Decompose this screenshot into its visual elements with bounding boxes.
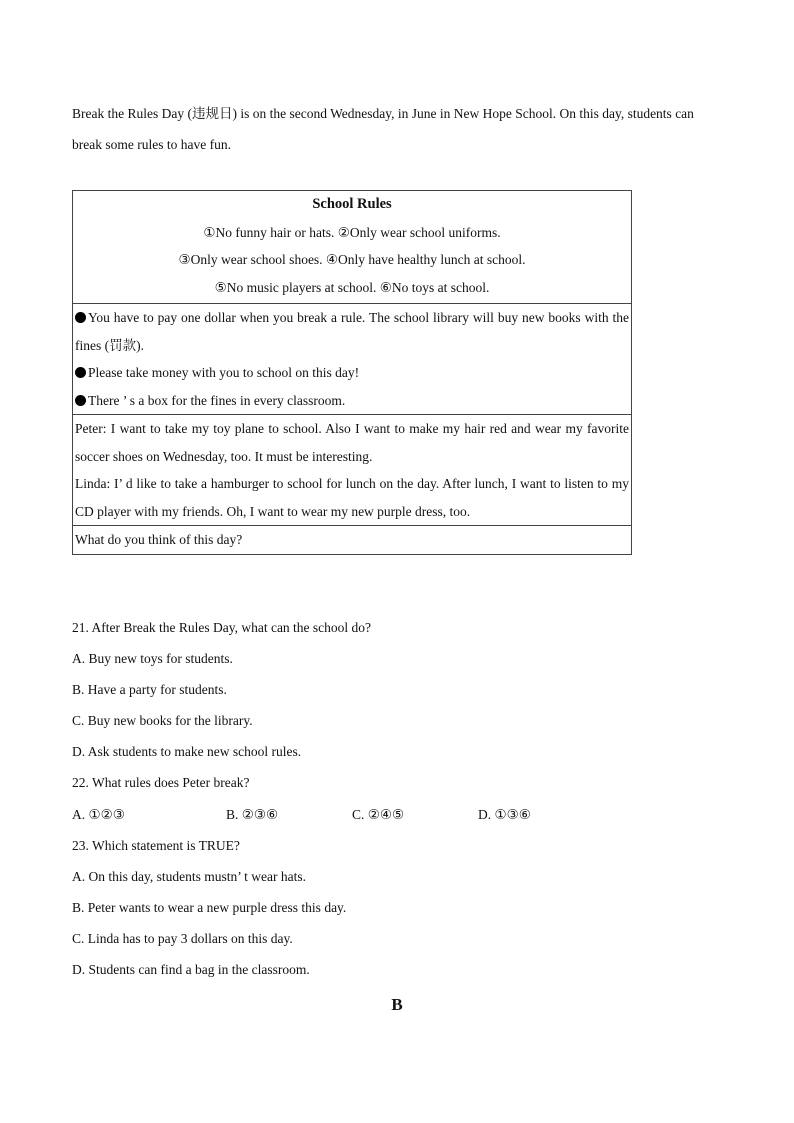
rule-line-1: ①No funny hair or hats. ②Only wear school uniforms.	[203, 224, 501, 240]
rules-header-cell	[73, 191, 632, 304]
school-rules-table	[72, 190, 632, 555]
note-text: Please take money with you to school on this day!	[88, 365, 360, 380]
note-item	[75, 304, 629, 359]
option-23-a: A. On this day, students mustn’ t wear hats.	[72, 868, 306, 884]
intro-line-2: break some rules to have fun.	[72, 137, 231, 152]
note-item	[75, 387, 629, 415]
question-text: What rules does Peter break?	[88, 775, 250, 791]
linda-statement: Linda: I’ d like to take a hamburger to school for lunch on the day. After lunch, I want to listen to my CD player with my friends. Oh, I want to wear my new purple dress, too.	[75, 476, 629, 519]
option-21-c: C. Buy new books for the library.	[72, 713, 253, 729]
option-22-d: D. ①③⑥	[478, 806, 531, 822]
bullet-icon	[75, 395, 86, 406]
peter-statement: Peter: I want to take my toy plane to school. Also I want to make my hair red and wear my favorite soccer shoes on Wednesday, too. It must be interesting.	[75, 421, 629, 464]
question-text: Which statement is TRUE?	[88, 837, 240, 853]
option-21-a: A. Buy new toys for students.	[72, 651, 233, 667]
table-question: What do you think of this day?	[75, 532, 243, 547]
question-22-stem	[72, 767, 728, 798]
option-21-d: D. Ask students to make new school rules.	[72, 744, 302, 760]
option-22-a: A. ①②③	[72, 806, 125, 822]
option-23-c: C. Linda has to pay 3 dollars on this day.	[72, 930, 293, 946]
note-text: You have to pay one dollar when you break a rule. The school library will buy new books with the fines (罚款).	[75, 310, 629, 353]
question-22-options	[72, 799, 728, 830]
question-text: After Break the Rules Day, what can the school do?	[88, 620, 372, 635]
bullet-icon	[75, 312, 86, 323]
question-23-stem	[72, 830, 728, 861]
rule-line-2: ③Only wear school shoes. ④Only have healthy lunch at school.	[178, 252, 526, 267]
note-text: There ’ s a box for the fines in every classroom.	[88, 392, 346, 408]
intro-line-1: Break the Rules Day (违规日) is on the second Wednesday, in June in New Hope School. On this day, students can	[72, 106, 694, 121]
question-cell	[73, 526, 632, 555]
option-21-b: B. Have a party for students.	[72, 682, 227, 698]
question-number: 21.	[72, 620, 89, 635]
rule-line-3: ⑤No music players at school. ⑥No toys at school.	[214, 279, 490, 295]
rules-title: School Rules	[312, 196, 392, 212]
option-23-d: D. Students can find a bag in the classroom.	[72, 962, 310, 978]
option-22-b: B. ②③⑥	[226, 806, 279, 822]
question-number: 23.	[72, 837, 89, 853]
question-21-stem	[72, 612, 728, 643]
notes-cell	[73, 304, 632, 415]
option-23-b: B. Peter wants to wear a new purple dress this day.	[72, 899, 347, 915]
note-item	[75, 359, 629, 387]
dialogue-cell	[73, 415, 632, 526]
section-heading: B	[391, 995, 403, 1014]
intro-paragraph	[72, 98, 728, 160]
option-22-c: C. ②④⑤	[352, 806, 405, 822]
bullet-icon	[75, 367, 86, 378]
question-number: 22.	[72, 775, 89, 791]
questions-section	[72, 612, 728, 985]
